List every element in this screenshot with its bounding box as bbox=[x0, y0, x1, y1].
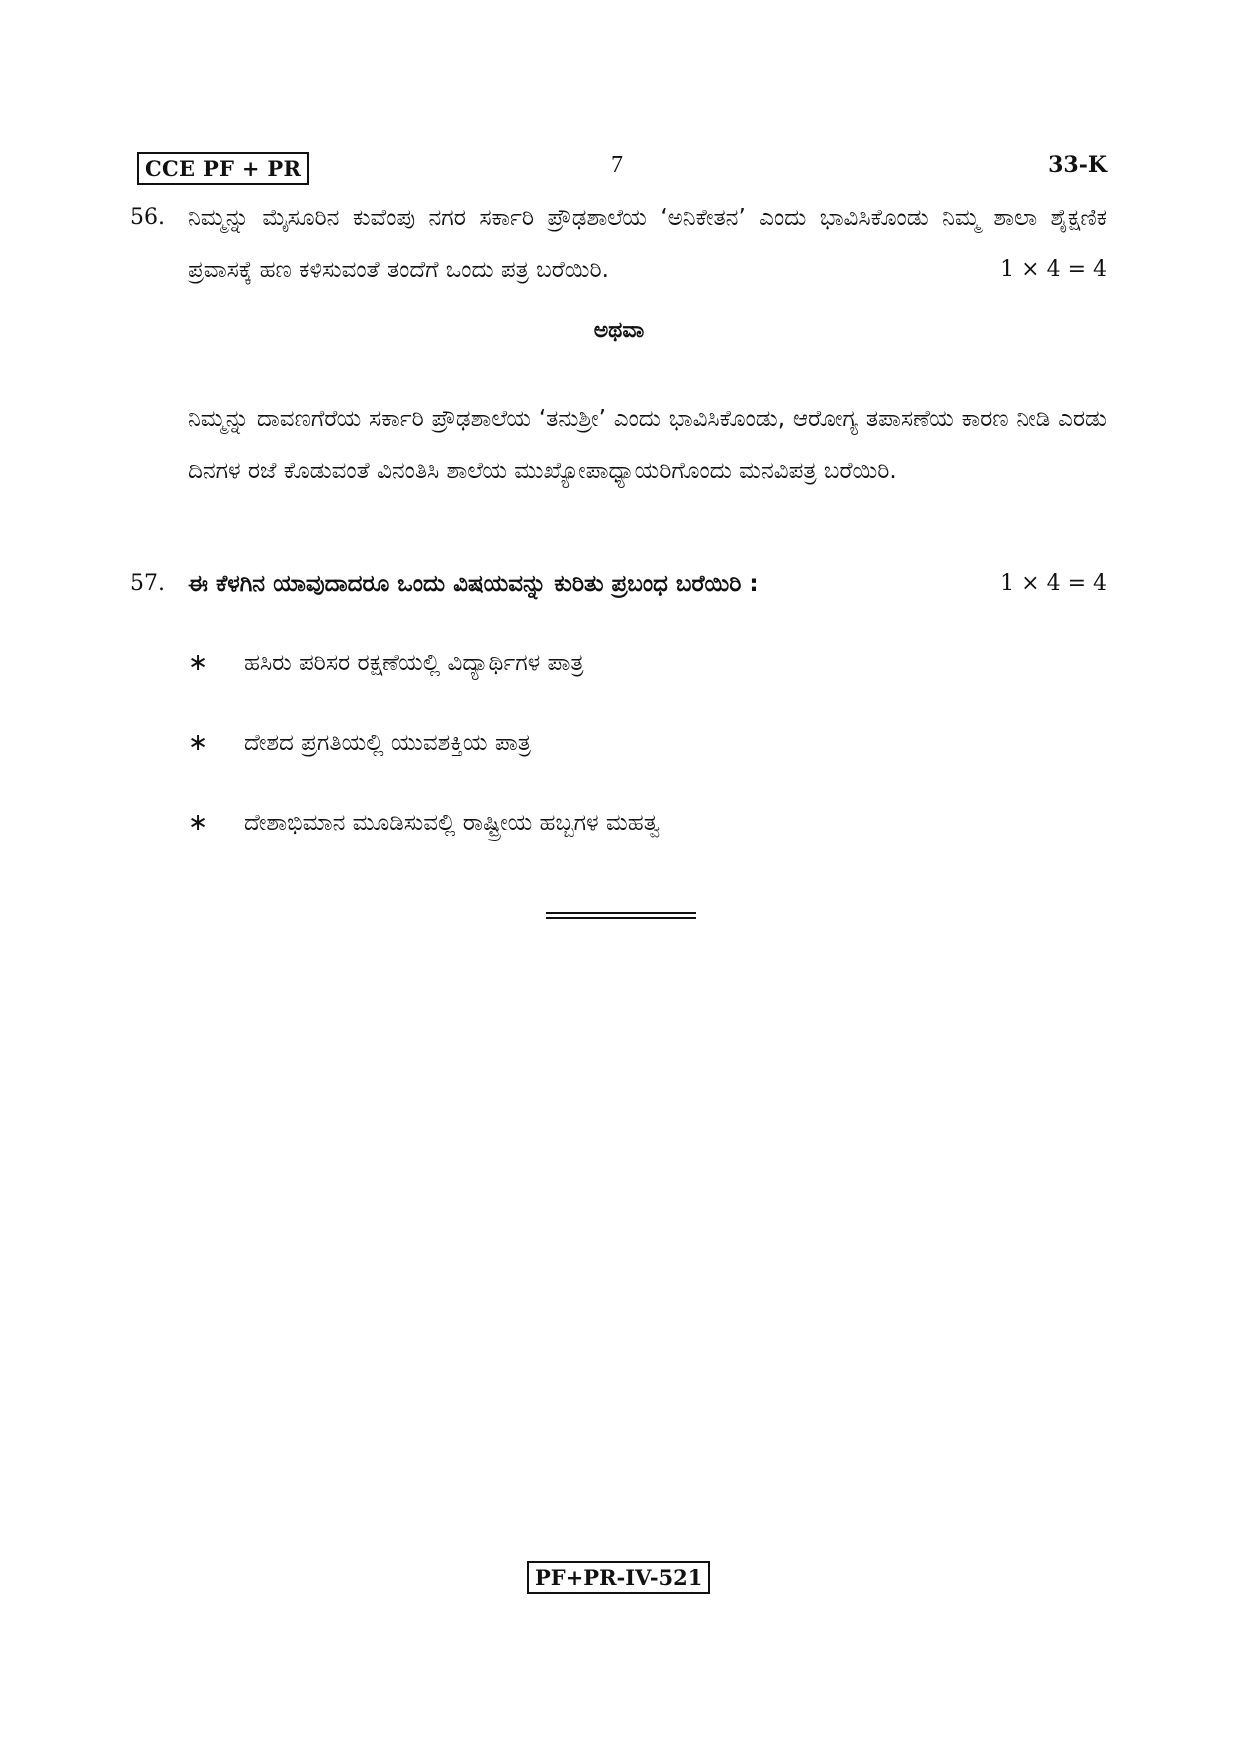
question-marks: 1 × 4 = 4 bbox=[1000, 257, 1107, 282]
question-57 bbox=[130, 558, 1107, 610]
question-number: 56. bbox=[130, 205, 165, 230]
or-heading: ಅಥವಾ bbox=[593, 318, 645, 343]
question-56-alternative: ನಿಮ್ಮನ್ನು ದಾವಣಗೆರೆಯ ಸರ್ಕಾರಿ ಪ್ರೌಢಶಾಲೆಯ ‘ತನುಶ್ರೀ’ ಎಂದು ಭಾವಿಸಿಕೊಂಡು, ಆರೋಗ್ಯ ತಪಾಸಣೆಯ ಕಾರಣ ನೀಡಿ ಎರಡು ದಿನಗಳ ರಜೆ ಕೊಡುವಂತೆ ವಿನಂತಿಸಿ ಶಾಲೆಯ ಮುಖ್ಯೋಪಾಧ್ಯಾಯರಿಗೊಂದು ಮನವಿಪತ್ರ ಬರೆಯಿರಿ. bbox=[188, 406, 1107, 484]
question-marks: 1 × 4 = 4 bbox=[1000, 571, 1107, 596]
question-text-body: ಈ ಕೆಳಗಿನ ಯಾವುದಾದರೂ ಒಂದು ವಿಷಯವನ್ನು ಕುರಿತು ಪ್ರಬಂಧ ಬರೆಯಿರಿ : bbox=[188, 571, 759, 597]
series-code-box: CCE PF + PR bbox=[137, 152, 309, 185]
asterisk-bullet-icon: ∗ bbox=[188, 808, 209, 836]
list-item bbox=[188, 638, 1088, 718]
topic-text: ಹಸಿರು ಪರಿಸರ ರಕ್ಷಣೆಯಲ್ಲಿ ವಿದ್ಯಾರ್ಥಿಗಳ ಪಾತ್ರ bbox=[244, 650, 584, 676]
essay-topic-list bbox=[188, 638, 1088, 878]
question-number: 57. bbox=[130, 571, 165, 596]
topic-text: ದೇಶದ ಪ್ರಗತಿಯಲ್ಲಿ ಯುವಶಕ್ತಿಯ ಪಾತ್ರ bbox=[244, 730, 531, 756]
page-header bbox=[137, 152, 1107, 186]
asterisk-bullet-icon: ∗ bbox=[188, 728, 209, 756]
footer-code-box: PF+PR-IV-521 bbox=[527, 1561, 710, 1594]
list-item bbox=[188, 718, 1088, 798]
page-number: 7 bbox=[611, 152, 623, 178]
paper-code: 33-K bbox=[1048, 152, 1107, 178]
topic-text: ದೇಶಾಭಿಮಾನ ಮೂಡಿಸುವಲ್ಲಿ ರಾಷ್ಟ್ರೀಯ ಹಬ್ಬಗಳ ಮಹತ್ವ bbox=[244, 810, 661, 836]
end-of-section-rule bbox=[546, 912, 696, 919]
question-text bbox=[188, 558, 1107, 610]
list-item bbox=[188, 798, 1088, 878]
question-text-body: ನಿಮ್ಮನ್ನು ಮೈಸೂರಿನ ಕುವೆಂಪು ನಗರ ಸರ್ಕಾರಿ ಪ್ರೌಢಶಾಲೆಯ ‘ಅನಿಕೇತನ’ ಎಂದು ಭಾವಿಸಿಕೊಂಡು ನಿಮ್ಮ ಶಾಲಾ ಶೈಕ್ಷಣಿಕ ಪ್ರವಾಸಕ್ಕೆ ಹಣ ಕಳಿಸುವಂತೆ ತಂದೆಗೆ ಒಂದು ಪತ್ರ ಬರೆಯಿರಿ. bbox=[188, 205, 1107, 283]
asterisk-bullet-icon: ∗ bbox=[188, 648, 209, 676]
question-56 bbox=[130, 192, 1107, 296]
question-text bbox=[188, 192, 1107, 296]
